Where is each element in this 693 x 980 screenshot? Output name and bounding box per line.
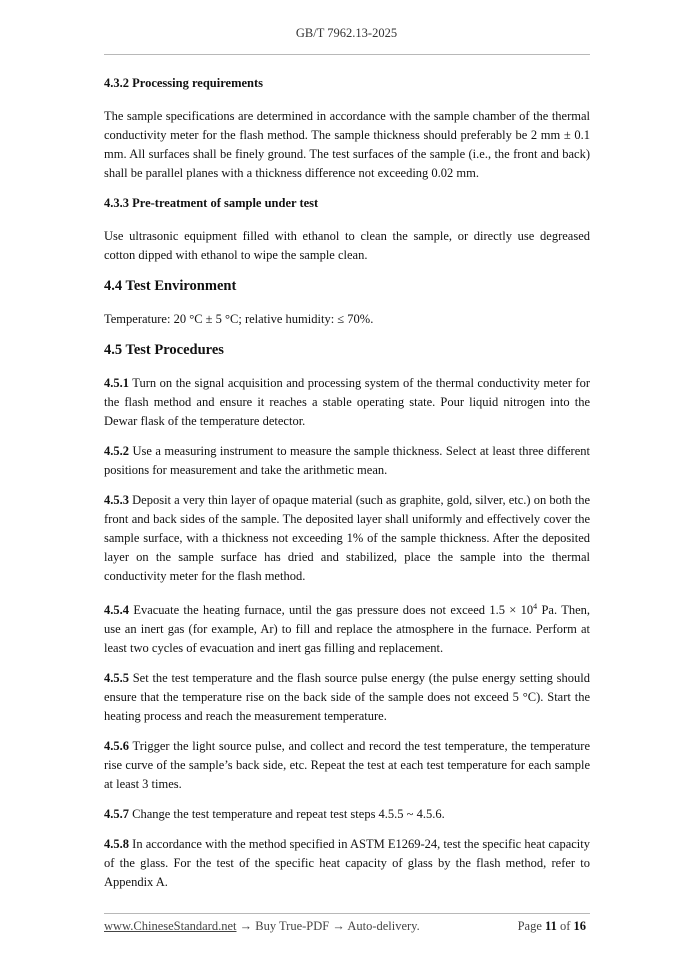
- paragraph-pretreatment: Use ultrasonic equipment filled with ethanol to clean the sample, or directly use degreased cotton dipped with ethanol to wipe the sample clean.: [104, 229, 590, 262]
- step-4-5-3: [104, 491, 590, 586]
- arrow-right-icon: →: [239, 919, 253, 933]
- step-4-5-6: [104, 737, 590, 794]
- step-number: 4.5.5: [104, 671, 129, 686]
- of-label: of: [559, 919, 571, 933]
- step-number: 4.5.7: [104, 807, 129, 822]
- heading-4-3-2: 4.3.2 Processing requirements: [104, 76, 264, 90]
- document-body: [104, 74, 590, 903]
- step-4-5-2: [104, 442, 590, 480]
- step-4-5-4: [104, 597, 590, 658]
- page-current: 11: [545, 919, 557, 933]
- exponent: 4: [533, 602, 538, 611]
- footer-promo: [104, 919, 420, 934]
- document-code-header: GB/T 7962.13-2025: [295, 26, 398, 40]
- page-footer: [104, 919, 590, 937]
- page-number: [518, 919, 586, 934]
- step-4-5-7: [104, 805, 590, 824]
- footer-divider: [104, 913, 590, 914]
- step-number: 4.5.8: [104, 837, 129, 852]
- step-text: Turn on the signal acquisition and processing system of the thermal conductivity meter for the flash method and ensure it reaches a stable operating state. Pour liquid nitrogen into the Dewar flask of the temperature detector.: [104, 376, 590, 428]
- arrow-right-icon: →: [332, 919, 345, 933]
- paragraph-test-environment: Temperature: 20 °C ± 5 °C; relative humidity: ≤ 70%.: [104, 312, 374, 326]
- step-text: Evacuate the heating furnace, until the gas pressure does not exceed 1.5 × 10: [129, 603, 534, 618]
- step-text-continued: Pa. Then, use an inert gas (for example, Ar) to fill and replace the atmosphere in the furnace. Perform at least two cycles of evacuation and inert gas filling and replacement.: [104, 603, 590, 656]
- step-4-5-8: [104, 835, 590, 892]
- step-text: In accordance with the method specified in ASTM E1269-24, test the specific heat capacity of the glass. For the test of the specific heat capacity of glass by the flash method, refer to Appendix A.: [104, 837, 590, 890]
- step-number: 4.5.4: [104, 603, 129, 618]
- auto-delivery-text: Auto-delivery.: [347, 919, 420, 933]
- heading-4-4: 4.4 Test Environment: [104, 278, 237, 294]
- step-text: Set the test temperature and the flash source pulse energy (the pulse energy setting should ensure that the temperature rise on the back side of the sample does not exceed 5 °C). Start the heating process and reach the measurement temperature.: [104, 671, 590, 724]
- paragraph-processing-requirements: The sample specifications are determined in accordance with the sample chamber of the thermal conductivity meter for the flash method. The sample thickness should preferably be 2 mm ± 0.1 mm. All surfaces shall be finely ground. The test surfaces of the sample (i.e., the front and back) shall be parallel planes with a thickness difference not exceeding 0.02 mm.: [104, 109, 590, 180]
- step-text: Deposit a very thin layer of opaque material (such as graphite, gold, silver, etc.) on both the front and back sides of the sample. The deposited layer shall uniformly and effectively cover the sample surface, with a thickness not exceeding 1% of the sample thickness. After the deposited layer on the sample surface has dried and stabilized, place the sample into the thermal conductivity meter for the flash method.: [104, 493, 590, 583]
- page-label: Page: [517, 919, 542, 933]
- buy-true-pdf-link[interactable]: Buy True-PDF: [255, 919, 330, 933]
- step-4-5-5: [104, 669, 590, 726]
- step-number: 4.5.3: [104, 493, 129, 507]
- heading-4-5: 4.5 Test Procedures: [104, 342, 224, 358]
- step-number: 4.5.6: [104, 739, 129, 754]
- heading-4-3-3: 4.3.3 Pre-treatment of sample under test: [104, 196, 319, 210]
- header-divider: [104, 54, 590, 55]
- step-number: 4.5.2: [104, 444, 129, 458]
- step-number: 4.5.1: [104, 376, 129, 390]
- step-text: Trigger the light source pulse, and collect and record the test temperature, the temperature rise curve of the sample’s back side, etc. Repeat the test at each test temperature for each sample at least 3 times.: [104, 739, 590, 792]
- step-text: Change the test temperature and repeat test steps 4.5.5 ~ 4.5.6.: [129, 807, 445, 822]
- site-link[interactable]: www.ChineseStandard.net: [104, 919, 237, 933]
- step-4-5-1: [104, 374, 590, 431]
- step-text: Use a measuring instrument to measure the sample thickness. Select at least three different positions for measurement and take the arithmetic mean.: [104, 444, 590, 477]
- page-total: 16: [573, 919, 586, 933]
